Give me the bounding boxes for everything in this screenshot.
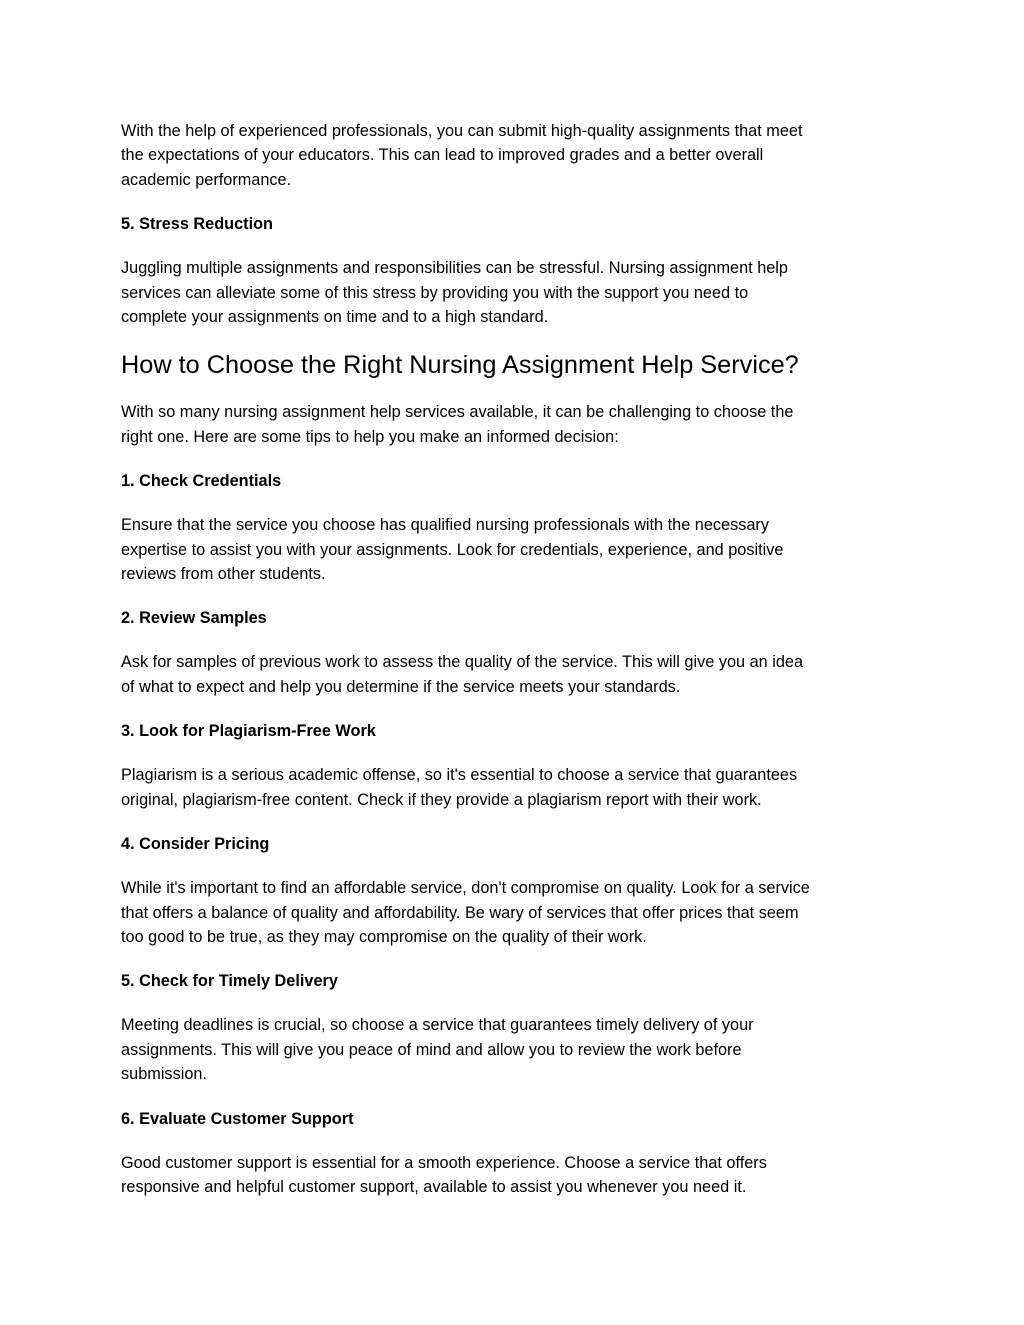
tip-body-plagiarism: Plagiarism is a serious academic offense, so it's essential to choose a service that guarantees original, plagiarism-free content. Check if they provide a plagiarism report with their work. (121, 766, 798, 809)
tip-body-credentials: Ensure that the service you choose has qualified nursing professionals with the necessary expertise to assist you with your assignments. Look for credentials, experience, and positive reviews from other students. (121, 516, 784, 584)
stress-reduction-paragraph: Juggling multiple assignments and responsibilities can be stressful. Nursing assignment help services can alleviate some of this stress by providing you with the support you need to complete your assignments on time and to a high standard. (121, 259, 788, 327)
tip-heading-credentials: 1. Check Credentials (121, 472, 282, 491)
tip-body-delivery: Meeting deadlines is crucial, so choose a service that guarantees timely delivery of your assignments. This will give you peace of mind and allow you to review the work before submission. (121, 1016, 754, 1084)
tip-body-pricing: While it's important to find an affordable service, don't compromise on quality. Look for a service that offers a balance of quality and affordability. Be wary of services that offer prices that seem too good to be true, as they may compromise on the quality of their work. (121, 879, 810, 946)
document-page (121, 119, 911, 1219)
tip-heading-pricing: 4. Consider Pricing (121, 835, 270, 854)
tip-heading-samples: 2. Review Samples (121, 609, 267, 628)
section-heading: How to Choose the Right Nursing Assignment Help Service? (121, 351, 799, 380)
section-intro-paragraph: With so many nursing assignment help services available, it can be challenging to choose the right one. Here are some tips to help you make an informed decision: (121, 403, 794, 446)
tip-body-samples: Ask for samples of previous work to assess the quality of the service. This will give you an idea of what to expect and help you determine if the service meets your standards. (121, 653, 804, 696)
intro-paragraph: With the help of experienced professionals, you can submit high-quality assignments that meet the expectations of your educators. This can lead to improved grades and a better overall academic performance. (121, 122, 803, 189)
tip-heading-delivery: 5. Check for Timely Delivery (121, 972, 338, 991)
tip-heading-plagiarism: 3. Look for Plagiarism-Free Work (121, 722, 376, 741)
tip-heading-support: 6. Evaluate Customer Support (121, 1109, 354, 1128)
tip-body-support: Good customer support is essential for a smooth experience. Choose a service that offers responsive and helpful customer support, available to assist you whenever you need it. (121, 1153, 767, 1196)
stress-reduction-heading: 5. Stress Reduction (121, 215, 274, 234)
